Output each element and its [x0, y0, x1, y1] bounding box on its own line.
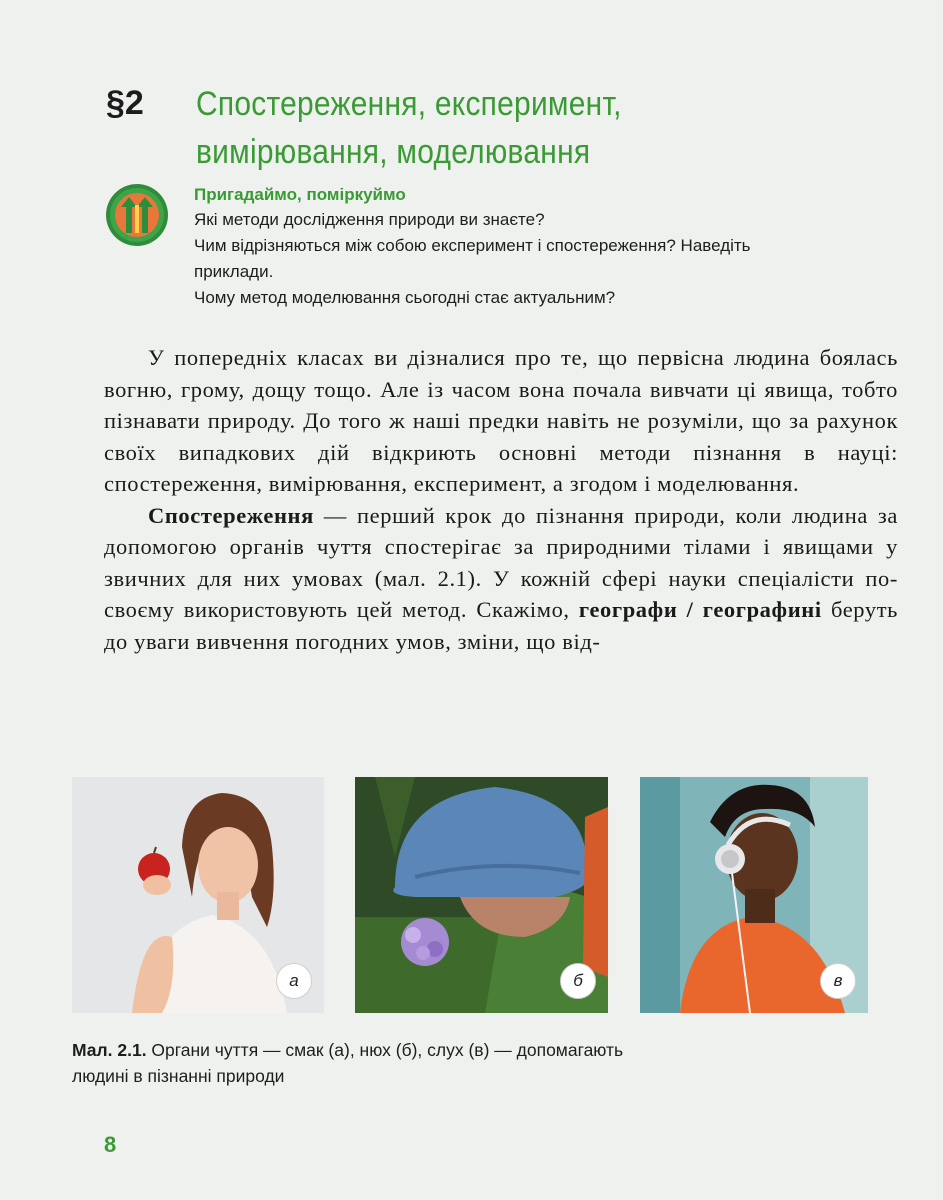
caption-line-1 [72, 1037, 792, 1063]
figure-caption [72, 1037, 792, 1089]
body-paragraph-1: У попередніх класах ви дізналися про те, що первісна людина боялась вогню, грому, дощу тощо. Але із часом вона почала вивчати ці явища, тобто пізнавати природу. До того ж наші предки навіть не розуміли, що за рахунок своїх випадкових дій відкриють основні методи пізнання в науці: спостереження, вимірювання, експеримент, а згодом і моделювання. [104, 345, 898, 496]
caption-label: Мал. 2.1. [72, 1040, 147, 1060]
recall-question: Чому метод моделювання сьогодні стає актуальним? [194, 288, 616, 307]
photo-taste [72, 777, 324, 1013]
body-paragraph-2-text-b: беруть до уваги вивчення погодних умов, зміни, що від- [104, 597, 899, 654]
recall-heading: Пригадаймо, поміркуймо [194, 185, 406, 204]
body-text [104, 342, 898, 657]
photo-smell [355, 777, 608, 1013]
section-number: §2 [106, 84, 144, 122]
photo-hearing [640, 777, 868, 1013]
caption-text-2: людині в пізнанні природи [72, 1066, 285, 1086]
body-paragraph-2-text-a: — перший крок до пізнання природи, коли людина за допомогою органів чуття спостерігає за природними тілами і явищами у звичних для них умовах (мал. 2.1). У кожній сфері науки спеціалісти по-своєму використовують цей метод. Скажімо, [104, 502, 898, 622]
recall-question: Які методи дослідження природи ви знаєте? [194, 210, 545, 229]
recall-arrows-icon [105, 183, 169, 247]
photo-label-b: б [560, 963, 596, 999]
term-observation: Спостереження [148, 502, 314, 528]
recall-block [194, 183, 914, 311]
section-title [196, 80, 724, 176]
body-paragraph-2 [104, 500, 898, 658]
section-title-line-2: вимірювання, моделювання [196, 133, 591, 171]
recall-question: Чим відрізняються між собою експеримент і спостереження? Наведіть [194, 236, 751, 255]
photo-label-c: в [820, 963, 856, 999]
photo-label-a: а [276, 963, 312, 999]
term-geographers: географи / географині [578, 597, 822, 622]
page-number: 8 [104, 1132, 117, 1157]
section-title-line-1: Спостереження, експеримент, [196, 85, 622, 123]
recall-question: приклади. [194, 262, 274, 281]
caption-text-1: Органи чуття — смак (а), нюх (б), слух (в) — допомагають [146, 1040, 624, 1060]
